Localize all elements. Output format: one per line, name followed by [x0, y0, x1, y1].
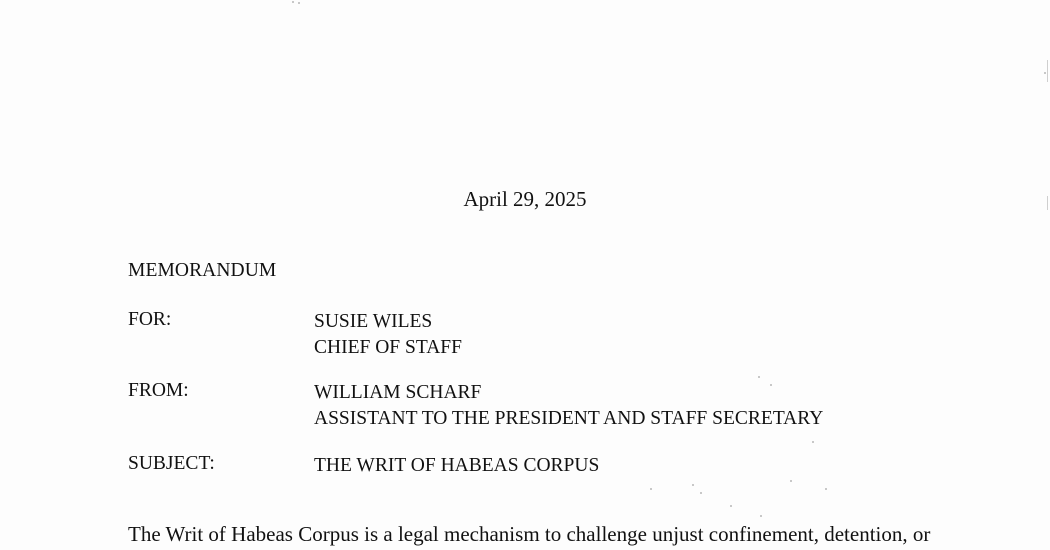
scan-speck — [700, 492, 702, 494]
scan-speck — [1044, 72, 1046, 74]
from-label: FROM: — [128, 380, 189, 401]
scan-speck — [650, 488, 652, 490]
for-title: CHIEF OF STAFF — [314, 337, 462, 358]
scan-speck — [825, 488, 827, 490]
scan-speck — [692, 484, 694, 486]
for-value — [314, 309, 462, 361]
scan-speck — [790, 480, 792, 482]
scan-speck — [298, 2, 300, 4]
scan-edge-mark — [1047, 60, 1048, 82]
scan-edge-mark — [1047, 196, 1048, 210]
scan-speck — [292, 1, 294, 3]
scan-speck — [760, 515, 762, 517]
for-label: FOR: — [128, 309, 172, 330]
for-name: SUSIE WILES — [314, 311, 433, 332]
body-paragraph: The Writ of Habeas Corpus is a legal mechanism to challenge unjust confinement, detention, or — [128, 522, 931, 546]
from-value — [314, 380, 823, 432]
scan-speck — [730, 505, 732, 507]
memo-date: April 29, 2025 — [463, 187, 587, 211]
subject-label: SUBJECT: — [128, 453, 215, 474]
scan-speck — [770, 384, 772, 386]
subject-value — [314, 453, 599, 479]
scan-speck — [812, 441, 814, 443]
scan-speck — [758, 376, 760, 378]
from-title: ASSISTANT TO THE PRESIDENT AND STAFF SECRETARY — [314, 408, 824, 429]
from-name: WILLIAM SCHARF — [314, 382, 482, 403]
subject-text: THE WRIT OF HABEAS CORPUS — [314, 455, 600, 476]
memo-heading: MEMORANDUM — [128, 260, 277, 281]
